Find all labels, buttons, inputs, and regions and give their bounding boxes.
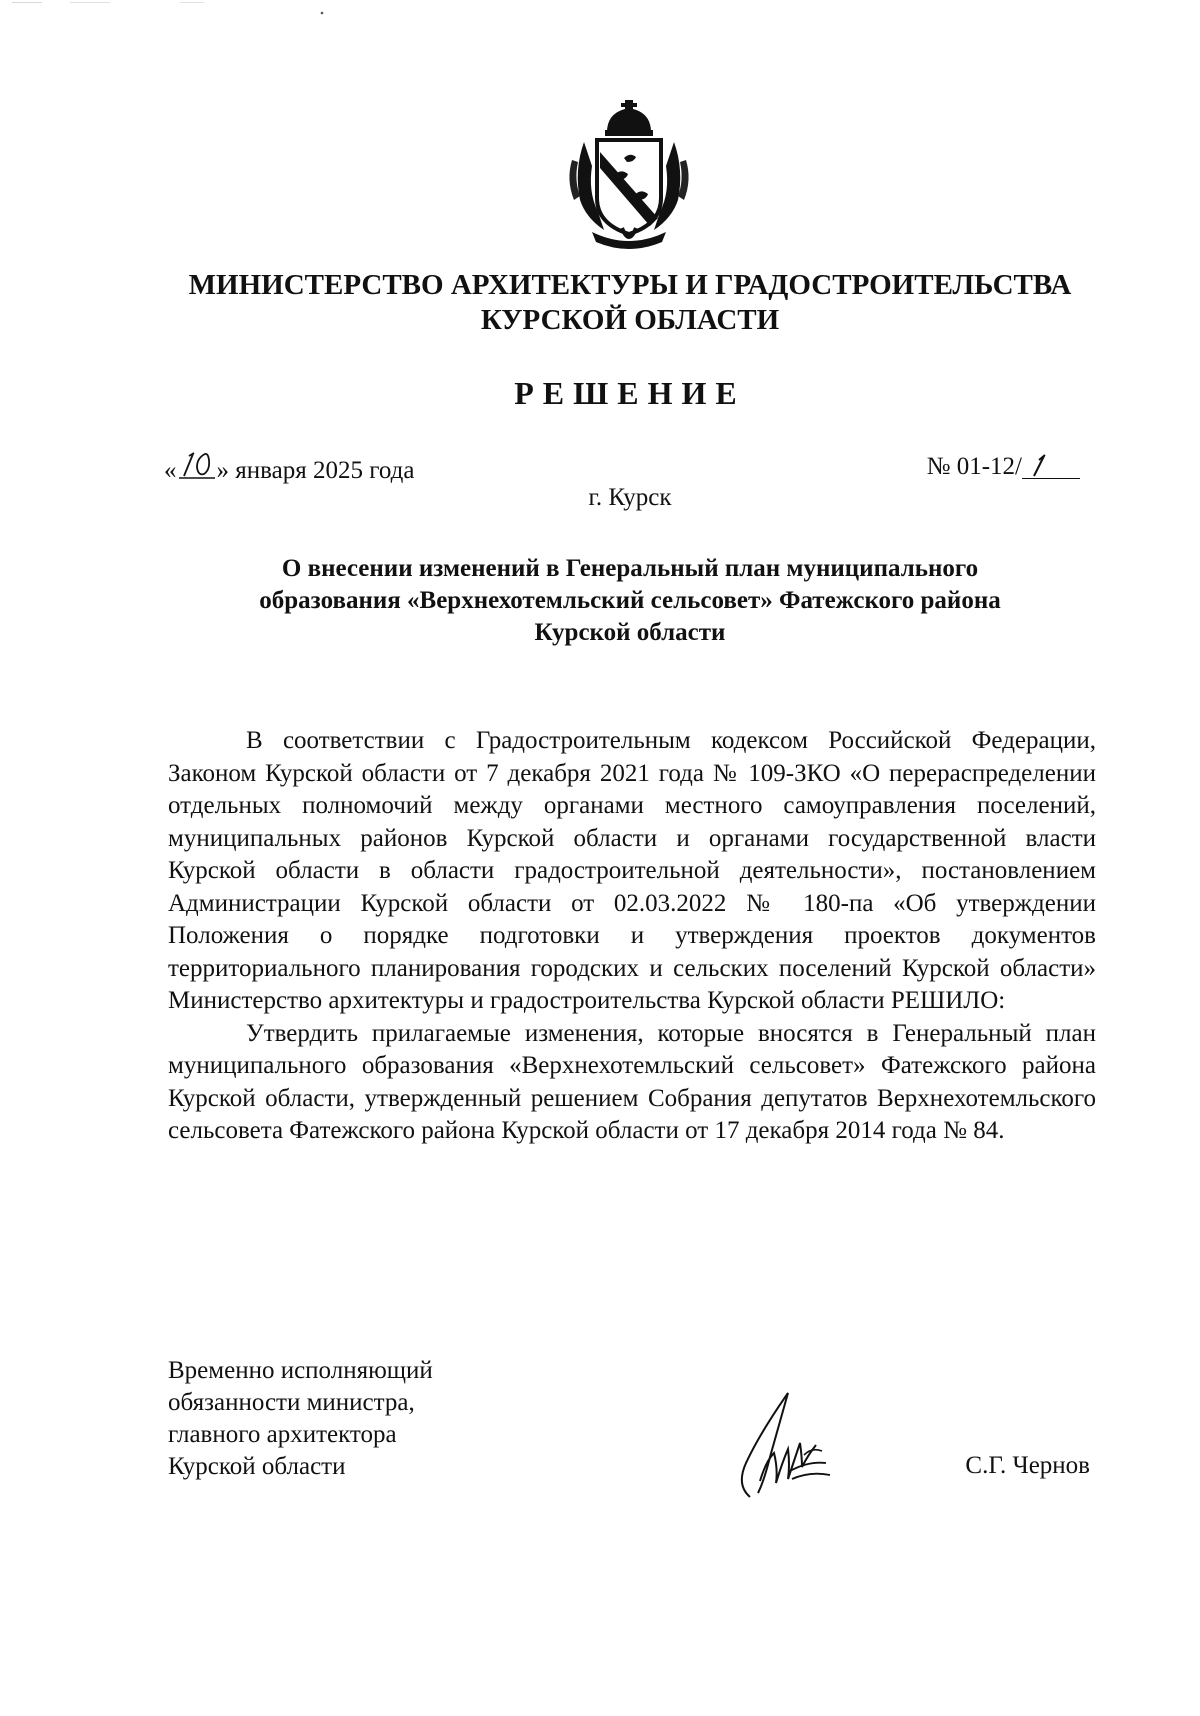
document-number-handwritten bbox=[1022, 452, 1080, 479]
document-title-line1: О внесении изменений в Генеральный план муниципального bbox=[281, 555, 979, 582]
date-day-handwritten bbox=[177, 450, 217, 487]
signer-position-line1: Временно исполняющий bbox=[168, 1357, 433, 1384]
document-title-line3: Курской области bbox=[534, 619, 726, 646]
signer-position-line4: Курской области bbox=[168, 1453, 346, 1480]
document-number bbox=[927, 448, 1080, 481]
document-city: г. Курск bbox=[588, 484, 672, 511]
signer-position bbox=[168, 1355, 528, 1483]
signer-position-line2: обязанности министра, bbox=[168, 1389, 415, 1416]
handwritten-number-icon bbox=[1022, 452, 1080, 478]
document-body bbox=[168, 725, 1096, 1148]
date-open-quote: « bbox=[164, 457, 177, 484]
scan-specks bbox=[0, 0, 400, 20]
body-paragraph-1: В соответствии с Градостроительным кодексом Российской Федерации, Законом Курской области от 7 декабря 2021 года № 109-ЗКО «О перераспределении отдельных полномочий между органами местного самоуправления поселений, муниципальных районов Курской области и органами государственной власти Курской области в области градостроительной деятельности», постановлением Администрации Курской области от 02.03.2022 № 180-па «Об утверждении Положения о порядке подготовки и утверждения проектов документов территориального планирования городских и сельских поселений Курской области» Министерство архитектуры и градостроительства Курской области РЕШИЛО: bbox=[168, 727, 1096, 1014]
signer-position-line3: главного архитектора bbox=[168, 1421, 397, 1448]
document-title-line2: образования «Верхнехотемльский сельсовет» Фатежского района bbox=[259, 587, 1001, 614]
handwritten-signature-icon bbox=[730, 1385, 850, 1505]
coat-of-arms-icon bbox=[564, 100, 694, 250]
body-paragraph-2: Утвердить прилагаемые изменения, которые вносятся в Генеральный план муниципального образования «Верхнехотемльский сельсовет» Фатежского района Курской области, утвержденный решением Собрания депутатов Верхнехотемльского сельсовета Фатежского района Курской области от 17 декабря 2014 года № 84. bbox=[168, 1019, 1096, 1144]
document-date bbox=[164, 448, 414, 485]
ministry-name bbox=[100, 268, 1160, 338]
date-rest: » января 2025 года bbox=[216, 457, 415, 484]
handwritten-day-icon bbox=[177, 450, 217, 480]
document-title bbox=[170, 553, 1090, 649]
signer-name: С.Г. Чернов bbox=[965, 1452, 1090, 1479]
ministry-name-line2: КУРСКОЙ ОБЛАСТИ bbox=[480, 304, 780, 336]
ministry-name-line1: МИНИСТЕРСТВО АРХИТЕКТУРЫ И ГРАДОСТРОИТЕЛЬСТВА bbox=[188, 269, 1072, 301]
document-type: РЕШЕНИЕ bbox=[514, 375, 746, 411]
document-number-prefix: № 01-12/ bbox=[926, 453, 1022, 480]
